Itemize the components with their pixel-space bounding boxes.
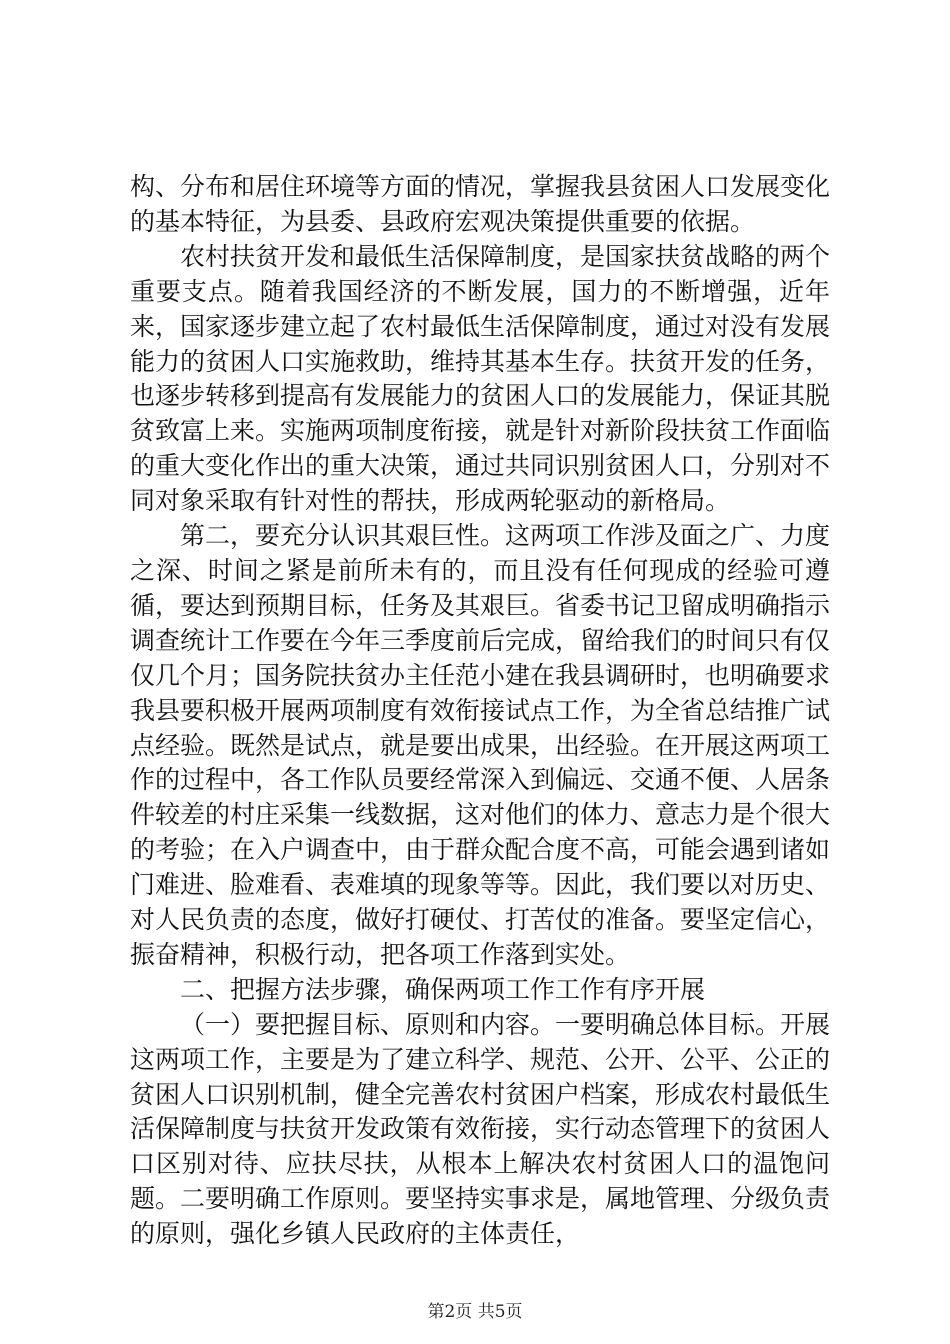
- paragraph-continuation: 构、分布和居住环境等方面的情况，掌握我县贫困人口发展变化的基本特征，为县委、县政府宏观决策提供重要的依据。: [130, 172, 831, 236]
- paragraph-poverty-strategy: 农村扶贫开发和最低生活保障制度，是国家扶贫战略的两个重要支点。随着我国经济的不断发展，国力的不断增强，近年来，国家逐步建立起了农村最低生活保障制度，通过对没有发展能力的贫困人口实施救助，维持其基本生存。扶贫开发的任务，也逐步转移到提高有发展能力的贫困人口的发展能力，保证其脱贫致富上来。实施两项制度衔接，就是针对新阶段扶贫工作面临的重大变化作出的重大决策，通过共同识别贫困人口，分别对不同对象采取有针对性的帮扶，形成两轮驱动的新格局。: [130, 241, 831, 516]
- paragraph-second-point: 第二，要充分认识其艰巨性。这两项工作涉及面之广、力度之深、时间之紧是前所未有的，而且没有任何现成的经验可遵循，要达到预期目标，任务及其艰巨。省委书记卫留成明确指示调查统计工作要在今年三季度前后完成，留给我们的时间只有仅仅几个月；国务院扶贫办主任范小建在我县调研时，也明确要求我县要积极开展两项制度有效衔接试点工作，为全省总结推广试点经验。既然是试点，就是要出成果，出经验。在开展这两项工作的过程中，各工作队员要经常深入到偏远、交通不便、人居条件较差的村庄采集一线数据，这对他们的体力、意志力是个很大的考验；在入户调查中，由于群众配合度不高，可能会遇到诸如门难进、脸难看、表难填的现象等等。因此，我们要以对历史、对人民负责的态度，做好打硬仗、打苦仗的准备。要坚定信心，振奋精神，积极行动，把各项工作落到实处。: [130, 521, 831, 969]
- page-number-footer: 第2页 共5页: [427, 1302, 523, 1322]
- document-body: [130, 170, 830, 1252]
- paragraph-goals-principles: （一）要把握目标、原则和内容。一要明确总体目标。开展这两项工作，主要是为了建立科学、规范、公开、公平、公正的贫困人口识别机制，健全完善农村贫困户档案，形成农村最低生活保障制度与扶贫开发政策有效衔接，实行动态管理下的贫困人口区别对待、应扶尽扶，从根本上解决农村贫困人口的温饱问题。二要明确工作原则。要坚持实事求是，属地管理、分级负责的原则，强化乡镇人民政府的主体责任，: [130, 1009, 831, 1249]
- section-heading-two: 二、把握方法步骤，确保两项工作工作有序开展: [180, 974, 706, 1004]
